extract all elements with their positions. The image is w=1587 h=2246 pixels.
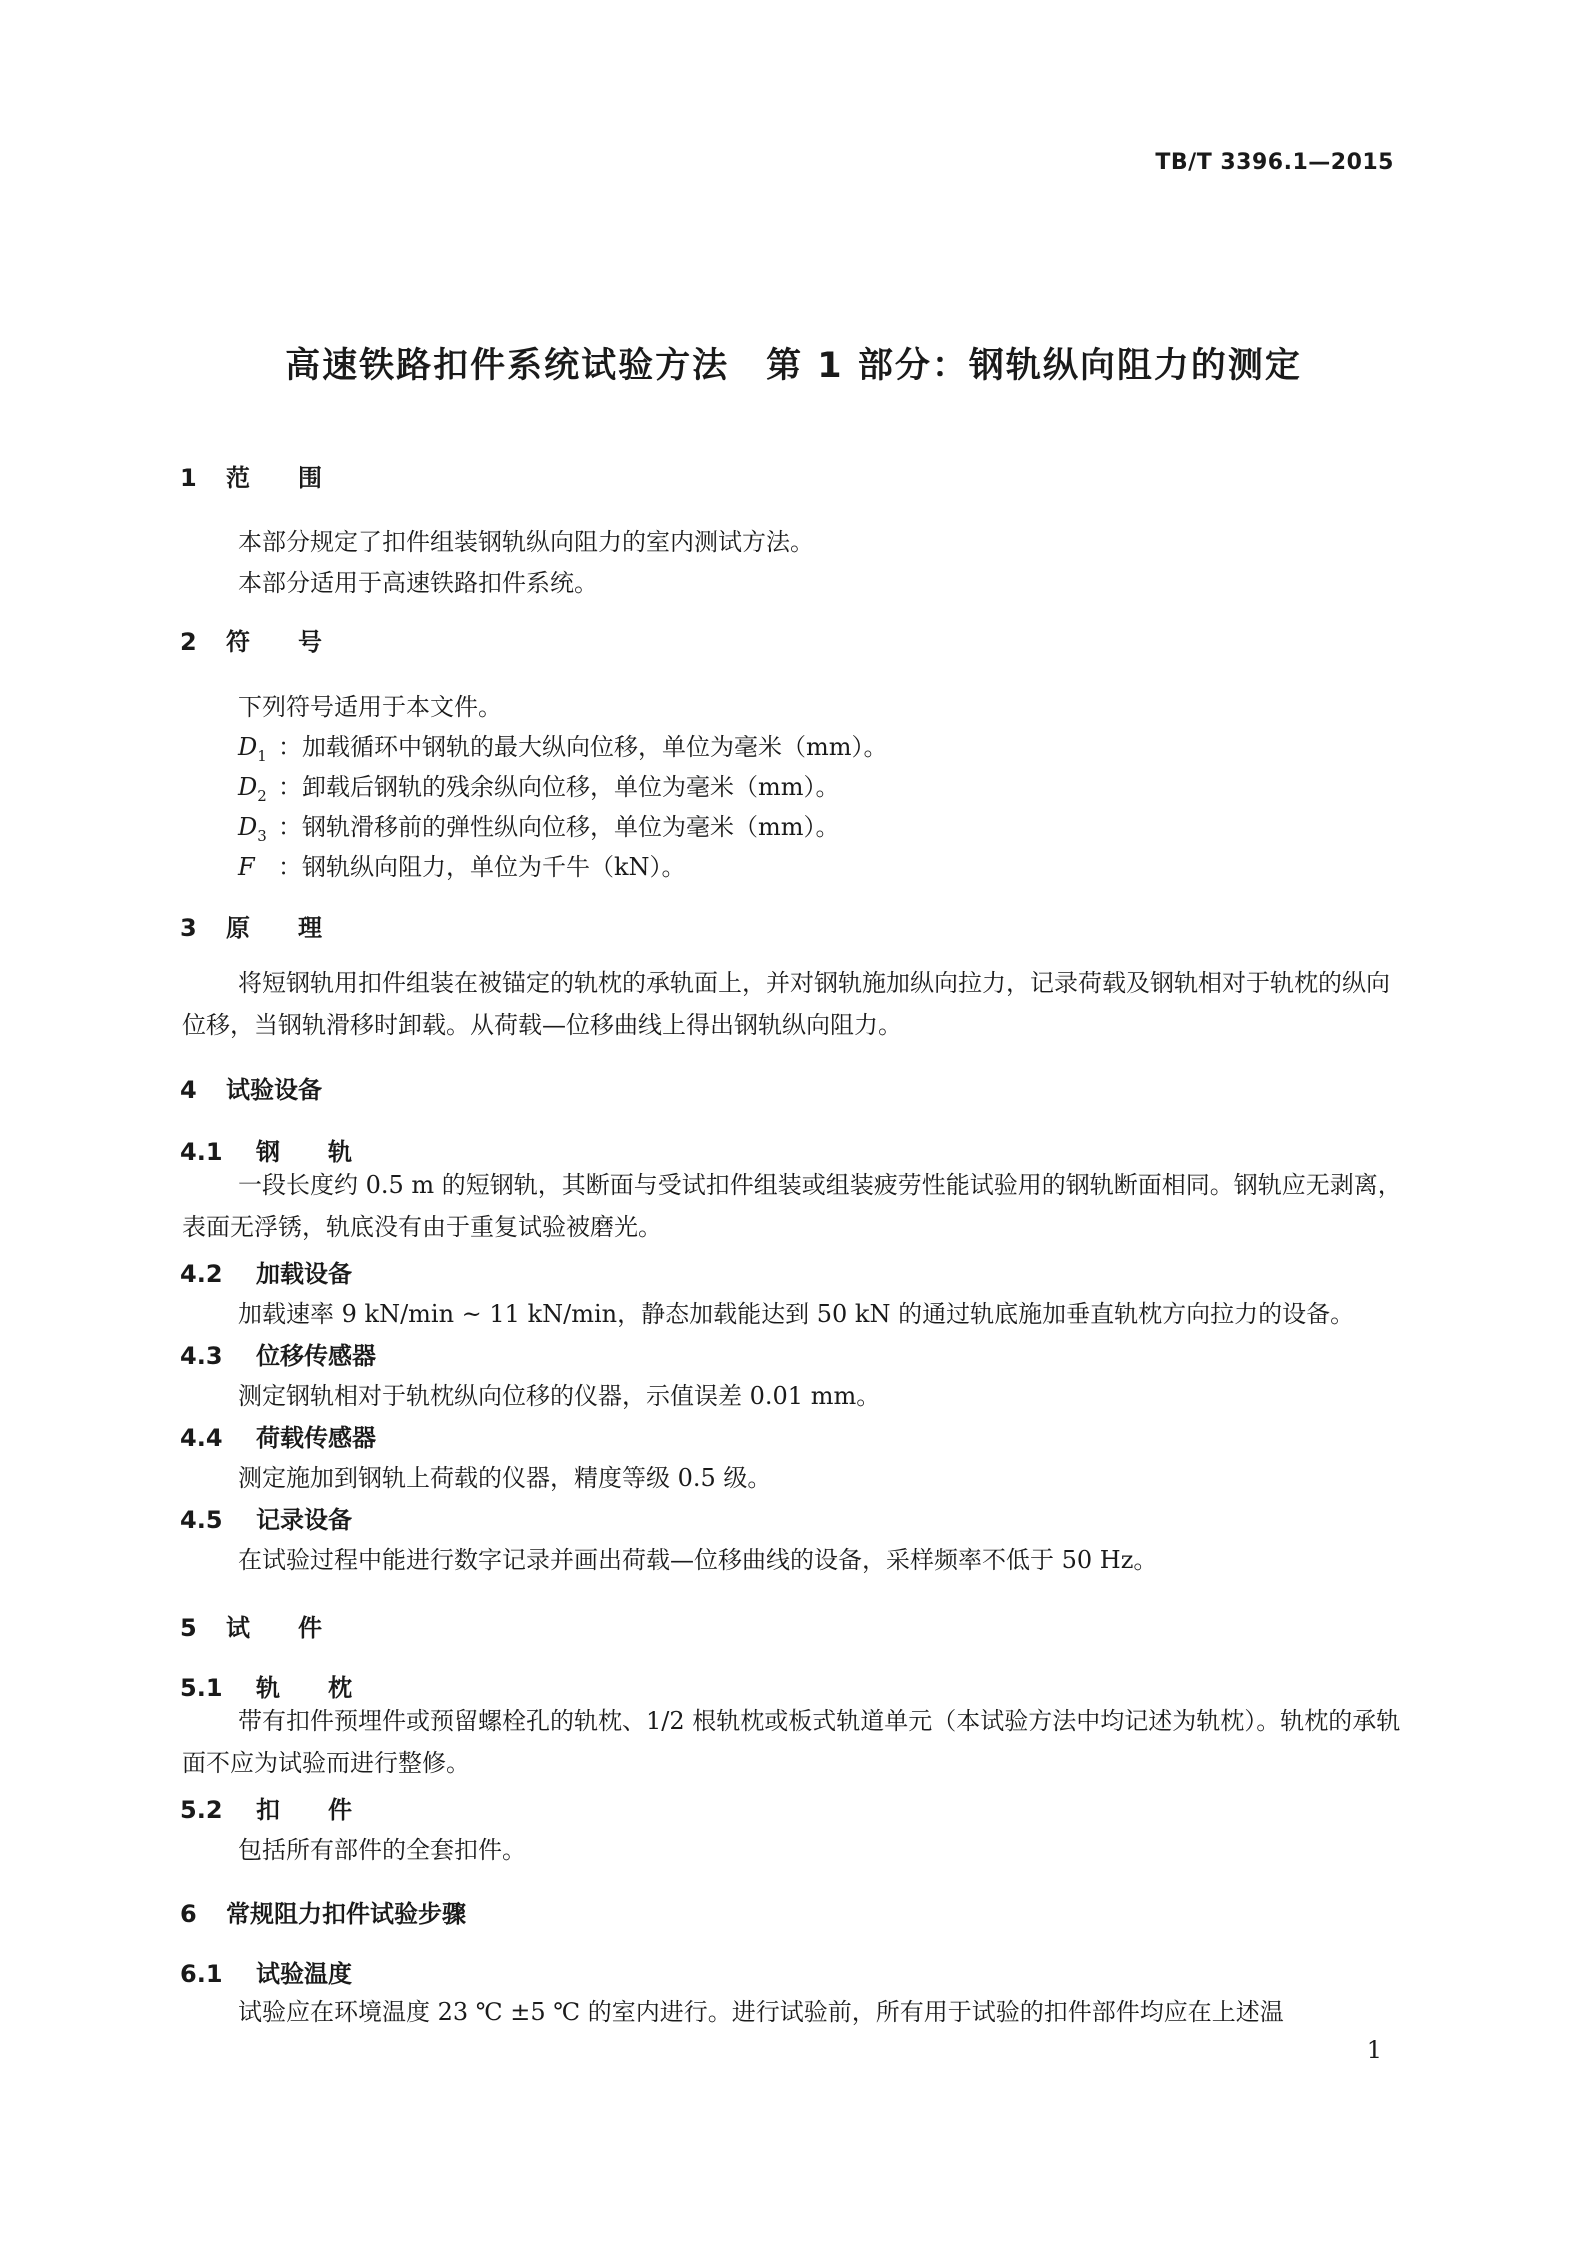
- section-4-1-heading: 4.1 钢 轨: [180, 1138, 352, 1166]
- paragraph: 测定钢轨相对于轨枕纵向位移的仪器，示值误差 0.01 mm。: [238, 1382, 881, 1410]
- symbol-definition: $D_2$ ：卸载后钢轨的残余纵向位移，单位为毫米（mm）。: [238, 773, 840, 805]
- paragraph: 加载速率 9 kN/min ~ 11 kN/min，静态加载能达到 50 kN 的通过轨底施加垂直轨枕方向拉力的设备。: [238, 1300, 1355, 1328]
- section-5-1-heading: 5.1 轨 枕: [180, 1674, 352, 1702]
- section-6-1-heading: 6.1 试验温度: [180, 1960, 352, 1988]
- page-number: 1: [1366, 2036, 1382, 2064]
- paragraph: 下列符号适用于本文件。: [238, 693, 502, 721]
- page-title: 高速铁路扣件系统试验方法 第 1 部分：钢轨纵向阻力的测定: [285, 346, 1302, 386]
- section-4-4-heading: 4.4 荷载传感器: [180, 1424, 376, 1452]
- symbol-definition: $D_1$ ：加载循环中钢轨的最大纵向位移，单位为毫米（mm）。: [238, 733, 888, 765]
- section-4-heading: 4 试验设备: [180, 1076, 322, 1104]
- paragraph: 带有扣件预埋件或预留螺栓孔的轨枕、1/2 根轨枕或板式轨道单元（本试验方法中均记述为轨枕）。轨枕的承轨面不应为试验而进行整修。: [182, 1707, 1401, 1777]
- paragraph: 包括所有部件的全套扣件。: [238, 1836, 526, 1864]
- paragraph: 在试验过程中能进行数字记录并画出荷载—位移曲线的设备，采样频率不低于 50 Hz。: [238, 1546, 1158, 1574]
- section-6-heading: 6 常规阻力扣件试验步骤: [180, 1900, 466, 1928]
- section-4-2-heading: 4.2 加载设备: [180, 1260, 352, 1288]
- symbol-definition: $D_3$ ：钢轨滑移前的弹性纵向位移，单位为毫米（mm）。: [238, 813, 840, 845]
- section-3-heading: 3 原 理: [180, 914, 322, 942]
- paragraph: 一段长度约 0.5 m 的短钢轨，其断面与受试扣件组装或组装疲劳性能试验用的钢轨断面相同。钢轨应无剥离，表面无浮锈，轨底没有由于重复试验被磨光。: [182, 1171, 1402, 1241]
- section-2-heading: 2 符 号: [180, 628, 322, 656]
- section-5-2-heading: 5.2 扣 件: [180, 1796, 352, 1824]
- section-4-3-heading: 4.3 位移传感器: [180, 1342, 376, 1370]
- section-5-heading: 5 试 件: [180, 1614, 322, 1642]
- section-1-heading: 1 范 围: [180, 464, 322, 492]
- standard-code: TB/T 3396.1—2015: [1155, 150, 1394, 175]
- paragraph: 本部分规定了扣件组装钢轨纵向阻力的室内测试方法。: [238, 528, 814, 556]
- section-4-5-heading: 4.5 记录设备: [180, 1506, 352, 1534]
- paragraph: 将短钢轨用扣件组装在被锚定的轨枕的承轨面上，并对钢轨施加纵向拉力，记录荷载及钢轨相对于轨枕的纵向位移，当钢轨滑移时卸载。从荷载—位移曲线上得出钢轨纵向阻力。: [182, 969, 1390, 1039]
- paragraph: 测定施加到钢轨上荷载的仪器，精度等级 0.5 级。: [238, 1464, 772, 1492]
- symbol-definition: F ：钢轨纵向阻力，单位为千牛（kN）。: [238, 853, 686, 881]
- paragraph: 本部分适用于高速铁路扣件系统。: [238, 569, 598, 597]
- paragraph: 试验应在环境温度 23 ℃ ±5 ℃ 的室内进行。进行试验前，所有用于试验的扣件部件均应在上述温: [238, 1998, 1284, 2026]
